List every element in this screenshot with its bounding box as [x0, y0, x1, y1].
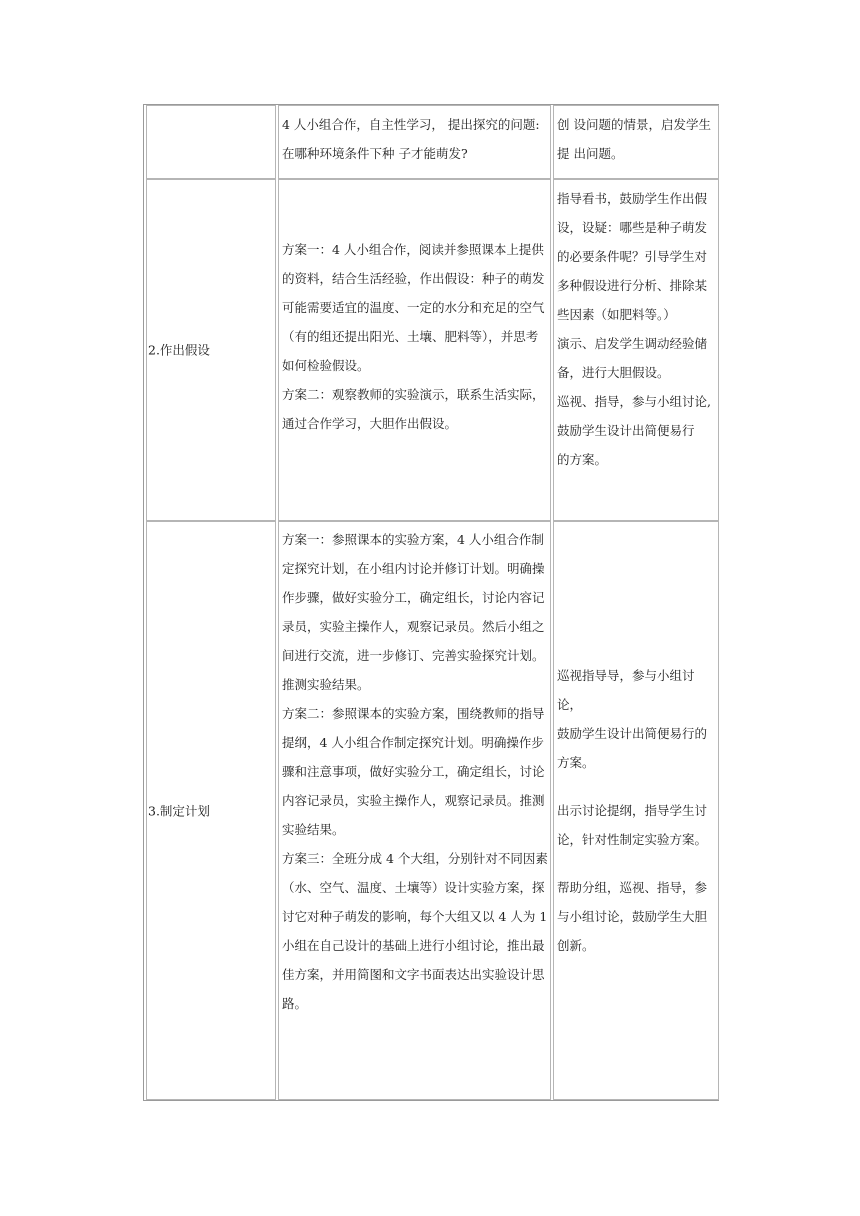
stage-label: 3.制定计划: [148, 803, 210, 818]
student-line: 间进行交流，进一步修订、完善实验探究计划。: [282, 648, 545, 663]
teacher-line: 巡视、指导，参与小组讨论,: [557, 394, 711, 409]
student-line: 路。: [282, 996, 308, 1011]
teacher-line: 与小组讨论，鼓励学生大胆: [557, 909, 708, 924]
teacher-line: 备，进行大胆假设。: [557, 365, 670, 380]
table-row: [144, 105, 718, 179]
teacher-activity-cell: [553, 179, 719, 521]
teacher-line: 鼓励学生设计出简便易行的: [557, 726, 708, 741]
teacher-line: 创 设问题的情景，启发学生: [557, 117, 711, 132]
teacher-line: 设，设疑：哪些是种子萌发: [557, 220, 708, 235]
stage-label: 2.作出假设: [148, 342, 210, 358]
student-line: 录员，实验主操作人，观察记录员。然后小组之: [282, 619, 545, 634]
teacher-activity-cell: [553, 521, 719, 1100]
student-line: 在哪种环境条件下种 子才能萌发?: [282, 146, 468, 161]
student-line: 佳方案，并用简图和文字书面表达出实验设计思: [282, 967, 545, 982]
teacher-line: 的必要条件呢？引导学生对: [557, 249, 708, 264]
student-line: 实验结果。: [282, 822, 345, 837]
teacher-line: 演示、启发学生调动经验储: [557, 336, 708, 351]
student-line: 通过合作学习，大胆作出假设。: [282, 415, 458, 431]
student-line: 讨它对种子萌发的影响，每个大组又以 4 人为 1: [282, 909, 548, 924]
student-line: 推测实验结果。: [282, 677, 370, 692]
teacher-line: 鼓励学生设计出简便易行: [557, 423, 695, 438]
table-row: [144, 179, 718, 521]
student-line: 4 人小组合作，自主性学习， 提出探究的问题:: [282, 117, 540, 132]
student-line: 骤和注意事项，做好实验分工，确定组长，讨论: [282, 764, 545, 779]
teacher-line: 出示讨论提纲，指导学生讨: [557, 803, 708, 818]
teacher-line: 方案。: [557, 755, 595, 770]
student-line: （水、空气、温度、土壤等）设计实验方案，探: [282, 880, 545, 895]
teacher-line: 的方案。: [557, 452, 608, 467]
teacher-line: 指导看书，鼓励学生作出假: [557, 191, 708, 206]
student-line: 方案一：4 人小组合作，阅读并参照课本上提供: [282, 241, 544, 257]
student-line: 方案二：参照课本的实验方案，围绕教师的指导: [282, 706, 545, 721]
student-line: 作步骤，做好实验分工，确定组长，讨论内容记: [282, 590, 545, 605]
teacher-line: 些因素（如肥料等。）: [557, 307, 676, 322]
student-line: 方案三：全班分成 4 个大组，分别针对不同因素: [282, 851, 548, 866]
stage-cell: [146, 521, 276, 1100]
stage-cell: [146, 179, 276, 521]
table-row: [144, 521, 718, 1100]
student-activity-cell: [278, 521, 551, 1100]
teacher-line: 多种假设进行分析、排除某: [557, 278, 708, 293]
student-line: 小组在自己设计的基础上进行小组讨论，推出最: [282, 938, 545, 953]
student-line: 定探究计划，在小组内讨论并修订计划。明确操: [282, 561, 545, 576]
teacher-activity-cell: [553, 105, 719, 179]
student-line: 提纲，4 人小组合作制定探究计划。明确操作步: [282, 735, 544, 750]
stage-cell: [146, 105, 276, 179]
student-line: 方案二：观察教师的实验演示，联系生活实际，: [282, 386, 545, 402]
student-line: 如何检验假设。: [282, 357, 370, 373]
teacher-line: 创新。: [557, 938, 595, 953]
student-line: （有的组还提出阳光、土壤、肥料等），并思考: [282, 328, 539, 344]
teacher-line: 提 出问题。: [557, 146, 624, 161]
student-line: 内容记录员，实验主操作人，观察记录员。推测: [282, 793, 545, 808]
student-activity-cell: [278, 179, 551, 521]
teacher-line: 论，针对性制定实验方案。: [557, 832, 708, 847]
teacher-line: 帮助分组，巡视、指导，参: [557, 880, 708, 895]
student-line: 可能需要适宜的温度、一定的水分和充足的空气: [282, 299, 545, 315]
student-line: 方案一：参照课本的实验方案，4 人小组合作制: [282, 532, 544, 547]
student-activity-cell: [278, 105, 551, 179]
teacher-line: 巡视指导导，参与小组讨论，: [557, 668, 695, 712]
student-line: 的资料，结合生活经验，作出假设：种子的萌发: [282, 270, 545, 286]
lesson-plan-table: [143, 104, 719, 1101]
